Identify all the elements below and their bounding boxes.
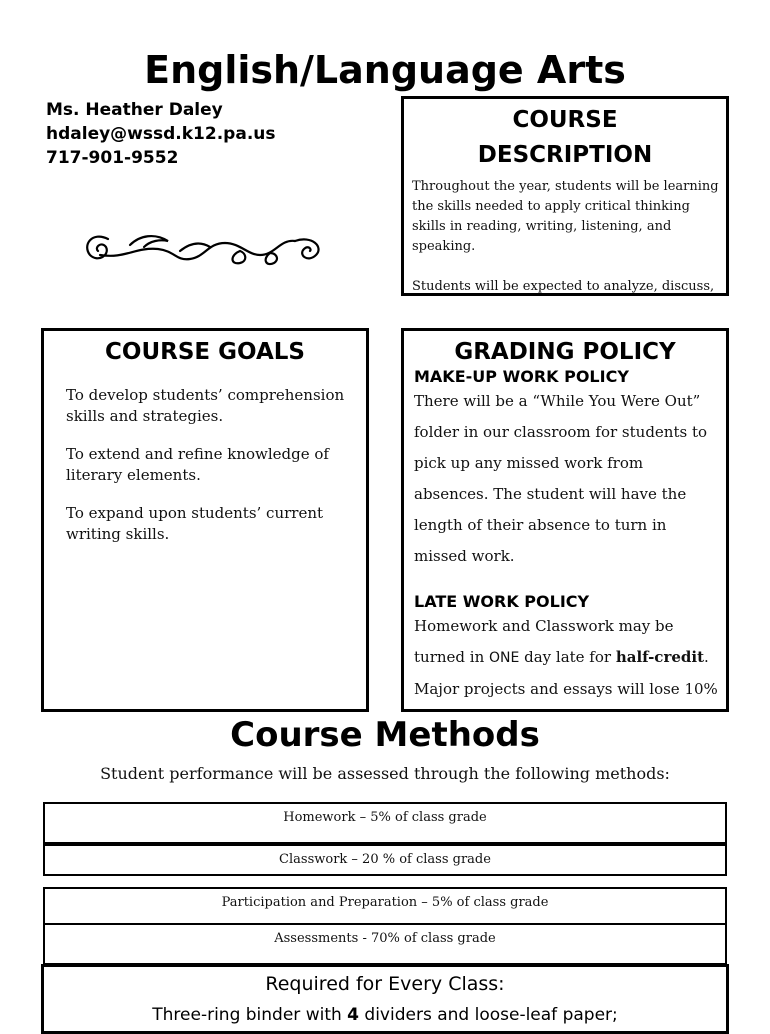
course-goals-heading: COURSE GOALS	[105, 339, 305, 365]
goal-item: To extend and refine knowledge of literary elements.	[66, 445, 329, 484]
decorative-flourish-icon	[80, 225, 325, 269]
makeup-policy-heading: MAKE-UP WORK POLICY	[414, 367, 629, 386]
late-policy-text	[404, 611, 726, 712]
makeup-policy-text: There will be a “While You Were Out” folder in our classroom for students to pick up any missed work from absences. The student will have the length of their absence to turn in missed work.	[414, 392, 708, 565]
method-row-classwork: Classwork – 20 % of class grade	[43, 844, 727, 876]
method-row-assessments: Assessments - 70% of class grade	[43, 923, 727, 965]
teacher-email: hdaley@wssd.k12.pa.us	[46, 124, 276, 144]
late-text-part: . Major projects and essays will lose 10%	[414, 648, 718, 698]
required-item	[44, 1005, 726, 1025]
late-text-part: day late for	[519, 648, 616, 666]
heading-line-2: DESCRIPTION	[477, 142, 653, 168]
page-title: English/Language Arts	[144, 48, 626, 92]
goal-item: To expand upon students’ current writing skills.	[66, 504, 324, 543]
teacher-contact	[46, 98, 276, 170]
course-methods-subtitle: Student performance will be assessed through the following methods:	[100, 764, 670, 783]
teacher-name: Ms. Heather Daley	[46, 100, 223, 120]
teacher-phone: 717-901-9552	[46, 148, 179, 168]
method-row-participation: Participation and Preparation – 5% of class grade	[43, 887, 727, 925]
description-paragraph: Throughout the year, students will be learning the skills needed to apply critical thinking skills in reading, writing, listening, and speaking.	[412, 179, 719, 254]
required-item-text: Three-ring binder with	[152, 1005, 348, 1025]
late-text-part: Homework and Classwork may be turned in	[414, 617, 674, 666]
required-materials-heading: Required for Every Class:	[265, 973, 505, 995]
course-description-heading	[404, 103, 726, 173]
grading-policy-box	[401, 328, 729, 712]
description-paragraph: Students will be expected to analyze, discuss,	[412, 279, 715, 294]
course-description-text	[404, 173, 726, 296]
goal-item: To develop students’ comprehension skills and strategies.	[66, 386, 345, 425]
method-row-homework: Homework – 5% of class grade	[43, 802, 727, 844]
half-credit-emphasis: half-credit	[615, 648, 705, 666]
required-item-text: dividers and loose-leaf paper;	[359, 1005, 618, 1025]
course-description-box	[401, 96, 729, 296]
course-methods-title: Course Methods	[230, 715, 540, 755]
required-item-count: 4	[347, 1005, 360, 1025]
course-goals-box	[41, 328, 369, 712]
late-policy-heading: LATE WORK POLICY	[414, 592, 590, 611]
heading-line-1: COURSE	[512, 107, 618, 133]
late-one-emphasis: ONE	[489, 650, 520, 666]
course-goals-list	[44, 365, 366, 545]
grading-policy-heading: GRADING POLICY	[454, 339, 676, 365]
